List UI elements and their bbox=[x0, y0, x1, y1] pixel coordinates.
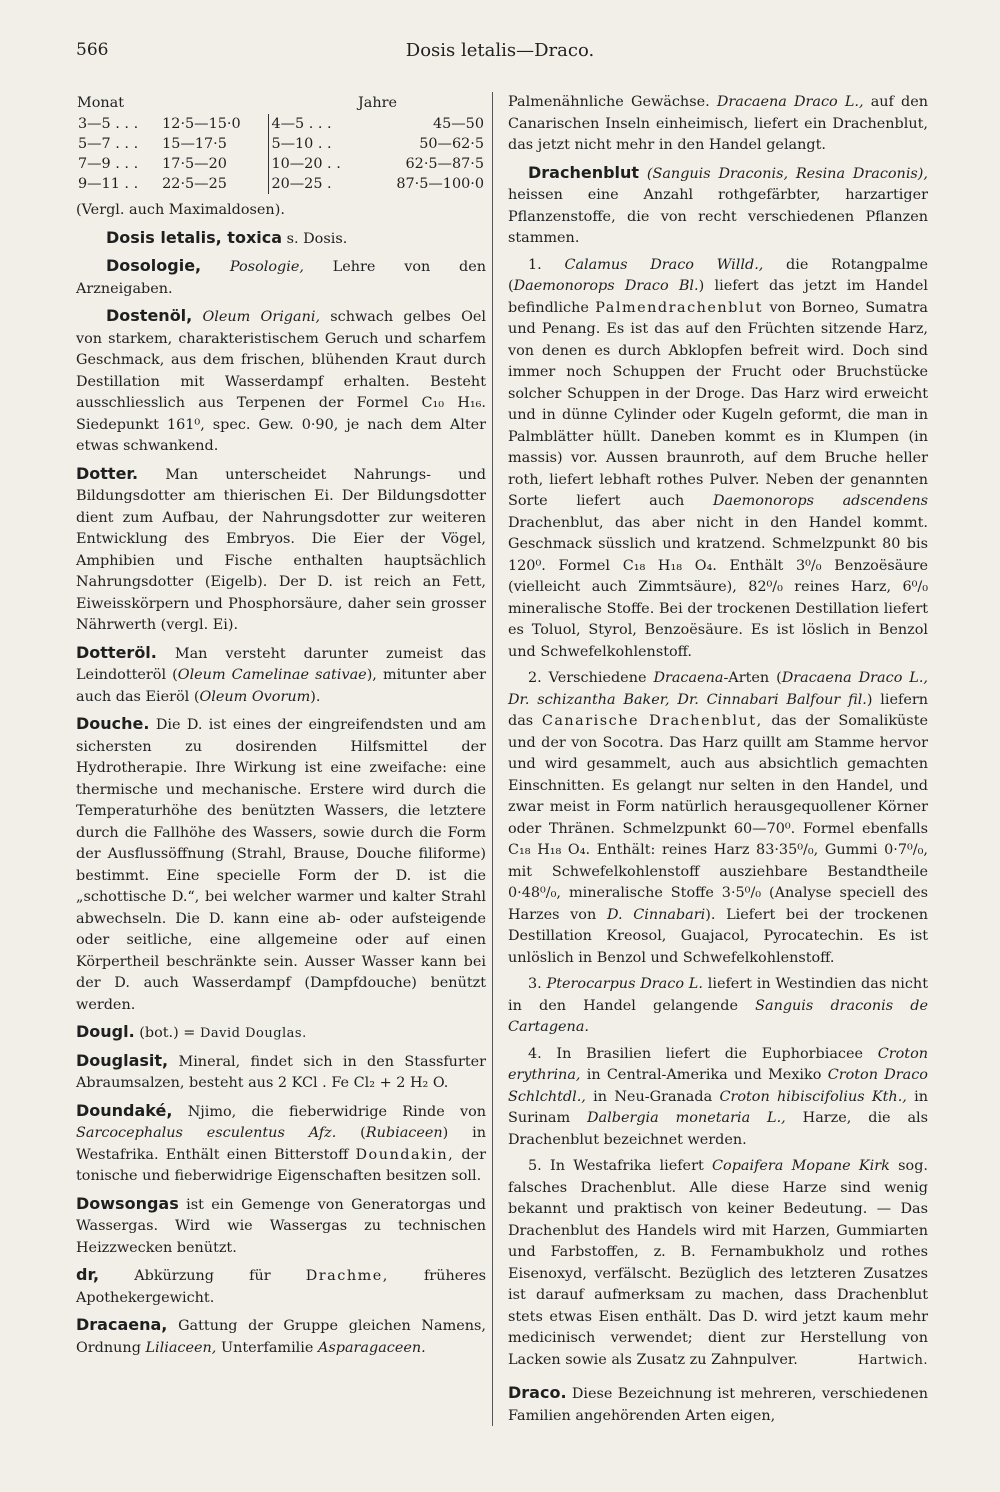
headword: dr, bbox=[76, 1265, 100, 1284]
entry-italic: Asparagaceen. bbox=[317, 1339, 426, 1356]
entry-spaced: Doundakin, bbox=[355, 1146, 455, 1163]
table-cell: 5—7 . . . bbox=[78, 136, 139, 152]
entry-spaced: Drachme, bbox=[305, 1268, 389, 1284]
headword: Douche. bbox=[76, 714, 150, 733]
entry-text: auf den Canarischen Inseln einheimisch, liefert ein Drachenblut, das jetzt nicht mehr in den Handel gelangt. bbox=[508, 94, 929, 153]
entry-italic: Sarcocephalus esculentus Afz. bbox=[76, 1125, 337, 1141]
entry-text: ist ein Gemenge von Generatorgas und Wassergas. Wird wie Wassergas zu technischen Heizzwecken benützt. bbox=[76, 1196, 486, 1256]
entry-text: Gattung der Gruppe gleichen Namens, Ordnung bbox=[76, 1318, 486, 1356]
headword: Drachenblut bbox=[528, 162, 640, 182]
running-title: Dosis letalis—Draco. bbox=[405, 40, 595, 61]
table-row bbox=[76, 134, 486, 154]
entry-text: ) liefern das bbox=[508, 691, 928, 729]
table-cell: 4—5 . . . bbox=[271, 116, 332, 132]
entry-italic: Dalbergia monetaria L., bbox=[587, 1110, 786, 1126]
entry-italic: Croton Draco Schlchtdl., bbox=[508, 1067, 928, 1105]
entry-spaced: Canarische Drachenblut, bbox=[541, 713, 763, 729]
entry-italic: Dracaena Draco L., bbox=[716, 94, 864, 110]
entry-douche bbox=[76, 713, 486, 1016]
table-row bbox=[76, 174, 486, 194]
entry-text: Diese Bezeichnung ist mehreren, verschiedenen Familien angehörenden Arten eigen, bbox=[508, 1386, 928, 1424]
entry-dracaena bbox=[76, 1314, 486, 1359]
table-cell: 9—11 . . bbox=[78, 176, 139, 192]
entry-italic: Croton hibiscifolius Kth., bbox=[719, 1088, 907, 1105]
entry-text: 4. In Brasilien liefert die Euphorbiacee bbox=[528, 1045, 864, 1062]
entry-dowsongas bbox=[76, 1193, 486, 1260]
entry-italic: Copaifera Mopane Kirk bbox=[712, 1158, 890, 1174]
headword: Dowsongas bbox=[76, 1193, 179, 1213]
drachenblut-item-2 bbox=[508, 668, 928, 969]
headword: Dracaena, bbox=[76, 1315, 168, 1334]
right-column bbox=[508, 92, 928, 1432]
entry-text: Harze, die als Drachenblut bezeichnet werden. bbox=[508, 1110, 929, 1148]
entry-text: das der Somaliküste und der von Socotra. Das Harz quillt am Stamme hervor und wird gesammelt, auch aus absichtlich gemachten Einschnitten. Es gelangt nur selten in den Handel, und zwar meist in Form natürlich herausgequollener Körner oder Thränen. Schmelzpunkt 60—70⁰. Formel ebenfalls C₁₈ H₁₈ O₄. Enthält: reines Harz 83·35⁰/₀, Gummi 0·7⁰/₀, mit Schwefelkohlenstoff ausziehbare Bestandtheile 0·48⁰/₀, mineralische Stoffe 3·5⁰/₀ (Analyse speciell des Harzes von bbox=[508, 713, 928, 923]
dose-table-month-header: Monat bbox=[77, 95, 125, 111]
headword: Dotteröl. bbox=[76, 642, 157, 662]
entry-dracaena-cont bbox=[508, 92, 928, 157]
headword: Dougl. bbox=[76, 1022, 135, 1041]
dose-table-note: (Vergl. auch Maximaldosen). bbox=[76, 202, 285, 218]
entry-text: 1. bbox=[528, 256, 542, 273]
entry-text: s. Dosis. bbox=[286, 230, 348, 247]
headword: Dosis letalis, toxica bbox=[106, 227, 283, 247]
entry-text: von Borneo, Sumatra und Penang. Es ist das auf den Früchten sitzende Harz, von denen es durch Abklopfen befreit wird. Doch sind immer noch Schuppen der Frucht oder Bruchstücke solcher Schuppen in der Droge. Das Harz wird erweicht und in dünne Cylinder oder Kugeln geformt, die man in Palmblätter hüllt. Daneben kommt es in Klumpen (in massis) vor. Aussen braunroth, auf dem Bruche heller roth, liefert lebhaft rothes Pulver. Neben der genannten Sorte liefert auch bbox=[508, 299, 928, 509]
table-cell: 17·5—20 bbox=[160, 154, 269, 174]
headword: Dotter. bbox=[76, 463, 139, 483]
entry-draco bbox=[508, 1376, 928, 1427]
entry-text: der tonische und fieberwidrige Eigenschaften besitzen soll. bbox=[76, 1146, 487, 1184]
entry-dotteroel bbox=[76, 642, 486, 709]
entry-text: Die D. ist eines der eingreifendsten und am sichersten zu dosirenden Hilfsmittel der Hydrotherapie. Ihre Wirkung ist eine zweifache: eine thermische und mechanische. Erstere wird durch die Temperaturhöhe des benützten Wassers, die letztere durch die Fallhöhe des Wassers, sowie durch die Form der Ausflussöffnung (Strahl, Brause, Douche filiforme) bestimmt. Eine specielle Form der D. ist die „schottische D.“, bei welcher warmer und kalter Strahl abwechseln. Die D. kann eine ab- oder aufsteigende oder seitliche, eine allgemeine oder auf einen Körpertheil beschränkte sein. Ausser Wasser kann bei der D. auch Wasserdampf (Dampfdouche) benützt werden. bbox=[76, 717, 487, 1013]
entry-dosis-letalis bbox=[76, 227, 486, 251]
entry-italic: (Sanguis Draconis, Resina Draconis), bbox=[646, 165, 928, 182]
entry-text: ) liefert das jetzt im Handel befindliche bbox=[508, 278, 928, 316]
entry-dougl bbox=[76, 1021, 486, 1045]
entry-text: 2. Verschiedene bbox=[528, 670, 647, 686]
column-rule bbox=[492, 92, 493, 1426]
drachenblut-item-4 bbox=[508, 1044, 928, 1152]
dose-table-years-header: Jahre bbox=[357, 95, 397, 111]
table-cell: 15—17·5 bbox=[160, 134, 269, 154]
headword: Dostenöl, bbox=[106, 306, 193, 325]
entry-italic: Oleum Origani, bbox=[202, 309, 321, 325]
table-cell: 3—5 . . . bbox=[78, 116, 139, 132]
table-cell: 87·5—100·0 bbox=[396, 176, 484, 192]
entry-text: (bot.) = bbox=[139, 1025, 196, 1041]
entry-dostenoel bbox=[76, 305, 486, 458]
entry-text: ), mitunter aber auch das Eieröl ( bbox=[76, 667, 486, 705]
entry-text: Unterfamilie bbox=[220, 1339, 314, 1356]
entry-italic: Calamus Draco Willd., bbox=[564, 256, 764, 273]
table-cell: 12·5—15·0 bbox=[160, 114, 269, 134]
entry-dotter bbox=[76, 463, 486, 637]
entry-text: Man unterscheidet Nahrungs- und Bildungsdotter am thierischen Ei. Der Bildungsdotter dient zum Aufbau, der Nahrungsdotter zur weiteren Entwicklung des Embryos. Die Eier der Vögel, Amphibien und Fische enthalten hauptsächlich Nahrungsdotter (Eigelb). Der D. ist reich an Fett, Eiweisskörpern und Phosphorsäure, daher sein grosser Nährwerth (vergl. Ei). bbox=[76, 466, 486, 633]
entry-drachenblut bbox=[508, 162, 928, 250]
entry-text: Palmenähnliche Gewächse. bbox=[508, 94, 710, 110]
entry-text: schwach gelbes Oel von starkem, charakteristischem Geruch und scharfem Geschmack, aus dem frischen, blühenden Kraut durch Destillation mit Wasserdampf erhalten. Besteht ausschliesslich aus Terpenen der Formel C₁₀ H₁₆. Siedepunkt 161⁰, spec. Gew. 0·90, je nach dem Alter etwas schwankend. bbox=[76, 309, 487, 454]
entry-text: 3. bbox=[528, 976, 542, 992]
entry-italic: Croton erythrina, bbox=[508, 1045, 929, 1083]
entry-text: Abkürzung für bbox=[134, 1268, 271, 1284]
entry-text: ( bbox=[360, 1125, 366, 1141]
entry-italic: Daemonorops adscendens bbox=[712, 493, 928, 509]
entry-text: heissen eine Anzahl rothgefärbter, harzartiger Pflanzenstoffe, die von recht verschiedenen Pflanzen stammen. bbox=[508, 187, 928, 246]
drachenblut-item-5 bbox=[508, 1156, 928, 1371]
entry-italic: Dracaena bbox=[653, 670, 724, 686]
table-row bbox=[76, 154, 486, 174]
entry-text: Man versteht darunter zumeist das Leindotteröl ( bbox=[76, 645, 486, 683]
entry-text: -Arten ( bbox=[723, 670, 782, 686]
headword: Doundaké, bbox=[76, 1100, 173, 1120]
drachenblut-item-1 bbox=[508, 255, 928, 664]
entry-italic: Oleum Camelinae sativae bbox=[177, 667, 367, 683]
entry-dr bbox=[76, 1264, 486, 1309]
table-row bbox=[76, 114, 486, 134]
entry-italic: Dracaena Draco L., Dr. schizantha Baker, Dr. Cinnabari Balfour fil. bbox=[508, 670, 929, 708]
table-cell: 45—50 bbox=[432, 116, 484, 132]
entry-text: in Neu-Granada bbox=[593, 1088, 713, 1105]
entry-text: in Surinam bbox=[508, 1088, 929, 1126]
entry-text: die Rotangpalme ( bbox=[508, 256, 928, 294]
table-cell: 7—9 . . . bbox=[78, 156, 139, 172]
entry-italic: Pterocarpus Draco L. bbox=[546, 976, 703, 992]
entry-text: Mineral, findet sich in den Stassfurter Abraumsalzen, besteht aus 2 KCl . Fe Cl₂ + 2 H₂ O. bbox=[76, 1053, 486, 1091]
entry-text: ). Liefert bei der trockenen Destillation Kreosol, Guajacol, Pyrocatechin. Es ist unlöslich in Benzol und Schwefelkohlenstoff. bbox=[508, 906, 928, 966]
dose-table bbox=[76, 92, 486, 194]
table-cell: 5—10 . . bbox=[271, 136, 332, 152]
entry-italic: D. Cinnabari bbox=[606, 906, 706, 923]
author-signature: Hartwich. bbox=[857, 1352, 928, 1368]
entry-italic: Rubiaceen bbox=[365, 1125, 443, 1141]
entry-italic: Liliaceen, bbox=[145, 1339, 217, 1356]
entry-spaced: Palmendrachenblut bbox=[595, 299, 764, 316]
entry-smallcaps: David Douglas. bbox=[199, 1026, 307, 1041]
table-cell: 20—25 . bbox=[271, 176, 332, 192]
entry-text: ) in Westafrika. Enthält einen Bitterstoff bbox=[76, 1125, 486, 1163]
entry-douglasit bbox=[76, 1050, 486, 1095]
entry-doundake bbox=[76, 1100, 486, 1188]
entry-text: Drachenblut, das aber nicht in den Handel kommt. Geschmack süsslich und kratzend. Schmelzpunkt 80 bis 120⁰. Formel C₁₈ H₁₈ O₄. Enthält 3⁰/₀ Benzoësäure (vielleicht auch Zimmtsäure), 82⁰/₀ reines Harz, 6⁰/₀ mineralische Stoffe. Bei der trockenen Destillation liefert es Toluol, Styrol, Benzoësäure. Es ist löslich in Benzol und Schwefelkohlenstoff. bbox=[508, 514, 928, 660]
left-column bbox=[76, 92, 486, 1364]
table-cell: 22·5—25 bbox=[160, 174, 269, 194]
entry-text: liefert in Westindien das nicht in den Handel gelangende bbox=[508, 976, 928, 1014]
entry-text: Lehre von den Arzneigaben. bbox=[76, 259, 487, 297]
entry-text: in Central-Amerika und Mexiko bbox=[586, 1067, 822, 1083]
entry-text: ). bbox=[310, 688, 321, 705]
headword: Draco. bbox=[508, 1383, 567, 1402]
headword: Dosologie, bbox=[106, 256, 202, 275]
entry-text: sog. falsches Drachenblut. Alle diese Harze sind wenig bekannt und praktisch von keiner Bedeutung. — Das Drachenblut des Handels wird mit Harzen, Gummiarten und Farbstoffen, z. B. Fernambukholz und rothes Eisenoxyd, verfälscht. Bezüglich des letzteren Zusatzes ist darauf aufmerksam zu machen, dass Drachenblut stets etwas Eisen enthält. Das D. wird jetzt kaum mehr medicinisch verwendet; dient zur Herstellung von Lacken sowie als Zusatz zu Zahnpulver. bbox=[508, 1158, 928, 1368]
drachenblut-item-3 bbox=[508, 974, 928, 1039]
table-cell: 10—20 . . bbox=[271, 156, 341, 172]
entry-text: Njimo, die fieberwidrige Rinde von bbox=[187, 1103, 487, 1120]
table-cell: 50—62·5 bbox=[419, 136, 484, 152]
entry-text: 5. In Westafrika liefert bbox=[528, 1158, 704, 1174]
entry-text: früheres Apothekergewicht. bbox=[76, 1268, 487, 1306]
entry-italic: Daemonorops Draco Bl. bbox=[513, 278, 699, 294]
table-cell: 62·5—87·5 bbox=[405, 156, 484, 172]
entry-italic: Sanguis draconis de Cartagena. bbox=[508, 997, 928, 1035]
entry-dosologie bbox=[76, 255, 486, 300]
page-number: 566 bbox=[76, 40, 109, 60]
headword: Douglasit, bbox=[76, 1050, 169, 1070]
entry-italic: Oleum Ovorum bbox=[199, 688, 311, 705]
entry-italic: Posologie, bbox=[229, 259, 304, 275]
